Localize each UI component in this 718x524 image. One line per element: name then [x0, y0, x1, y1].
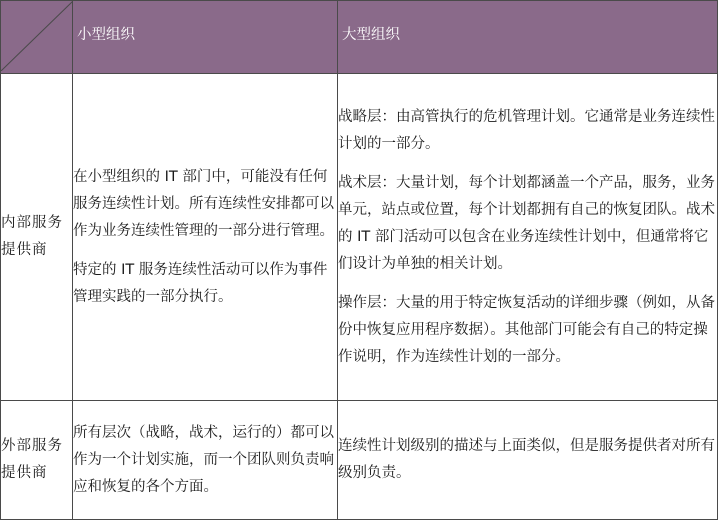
cell-paragraph: 战略层：由高管执行的危机管理计划。它通常是业务连续性计划的一部分。 [338, 108, 715, 152]
cell-large-external [338, 401, 718, 520]
corner-cell [1, 1, 73, 74]
table-row [1, 74, 718, 401]
header-row [1, 1, 718, 74]
row-label-external [1, 401, 73, 520]
diagonal-divider [1, 1, 73, 71]
cell-paragraph: 操作层：大量的用于特定恢复活动的详细步骤（例如，从备份中恢复应用程序数据）。其他部门可能会有自己的特定操作说明，作为连续性计划的一部分。 [338, 294, 715, 365]
header-small-org: 小型组织 [73, 1, 338, 74]
cell-small-internal [73, 74, 338, 401]
cell-paragraph: 所有层次（战略，战术，运行的）都可以作为一个计划实施，而一个团队则负责响应和恢复的各个方面。 [73, 424, 334, 495]
row-label-text: 外部服务提供商 [1, 438, 63, 481]
cell-paragraph: 特定的 IT 服务连续性活动可以作为事件管理实践的一部分执行。 [73, 261, 328, 305]
row-label-internal [1, 74, 73, 401]
cell-paragraph: 战术层：大量计划，每个计划都涵盖一个产品，服务，业务单元，站点或位置，每个计划都拥有自己的恢复团队。战术的 IT 部门活动可以包含在业务连续性计划中，但通常将它们设计为单独的相关计划。 [338, 174, 715, 272]
row-label-text: 内部服务提供商 [1, 215, 63, 258]
header-large-org: 大型组织 [338, 1, 718, 74]
cell-paragraph: 连续性计划级别的描述与上面类似，但是服务提供者对所有级别负责。 [338, 438, 715, 481]
cell-small-external [73, 401, 338, 520]
cell-large-internal [338, 74, 718, 401]
table-row [1, 401, 718, 520]
cell-paragraph: 在小型组织的 IT 部门中，可能没有任何服务连续性计划。所有连续性安排都可以作为业务连续性管理的一部分进行管理。 [73, 168, 334, 239]
